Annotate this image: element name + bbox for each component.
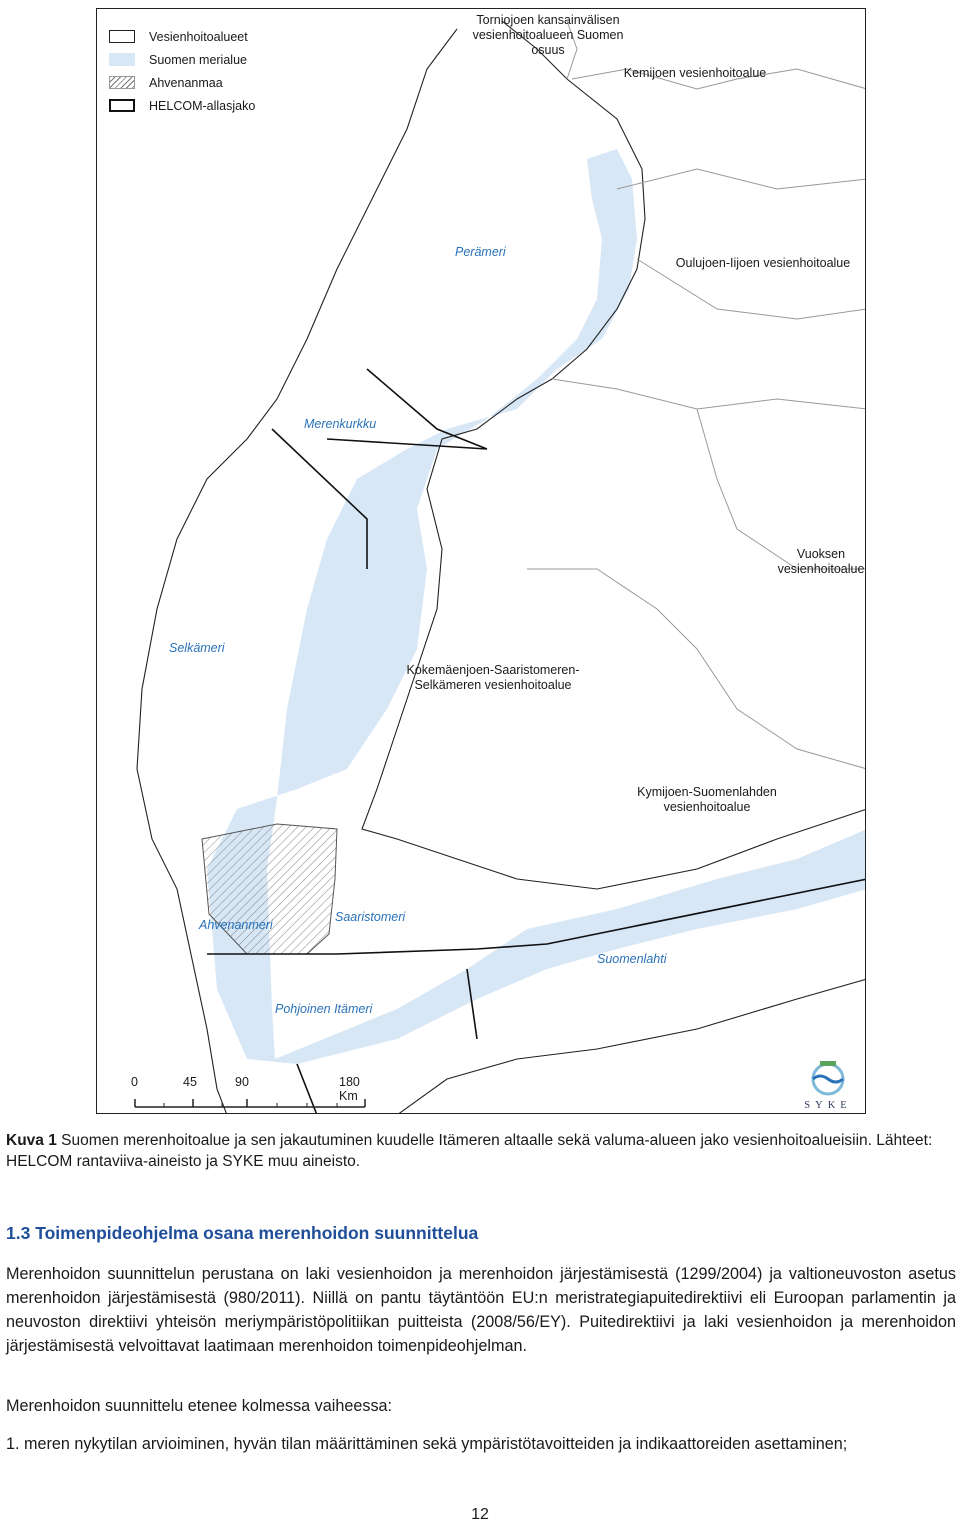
legend-item [109, 94, 255, 117]
legend-swatch-helcom [109, 99, 135, 112]
legend-item [109, 25, 255, 48]
syke-logo-text: SYKE [804, 1100, 852, 1111]
legend-swatch-sea [109, 53, 135, 66]
label-kvarken: Merenkurkku [304, 417, 377, 431]
label-gulf-of-finland: Suomenlahti [597, 952, 667, 966]
section-heading: 1.3 Toimenpideohjelma osana merenhoidon suunnittelua [6, 1223, 479, 1243]
figure-caption [6, 1130, 954, 1172]
label-archipelago-sea: Saaristomeri [335, 910, 406, 924]
list-item: 1. meren nykytilan arvioiminen, hyvän tilan määrittäminen sekä ympäristötavoitteiden ja indikaattoreiden asettaminen; [6, 1435, 848, 1453]
label-vuoksi-area: Vuoksen vesienhoitoalue [777, 547, 865, 576]
label-northern-baltic: Pohjoinen Itämeri [275, 1002, 373, 1016]
label-aland-sea: Ahvenanmeri [199, 918, 273, 932]
label-kemi-area: Kemijoen vesienhoitoalue [623, 66, 767, 80]
syke-logo [794, 1059, 862, 1111]
scale-bar-graphic [127, 1075, 377, 1111]
map [96, 8, 866, 1114]
legend-label: Vesienhoitoalueet [149, 29, 248, 44]
legend-label: HELCOM-allasjako [149, 98, 256, 113]
water-area-borders [527, 21, 866, 769]
legend-swatch-water-areas [109, 30, 135, 43]
label-oulu-area: Oulujoen-Iijoen vesienhoitoalue [675, 256, 851, 270]
legend-item [109, 48, 255, 71]
scale-tick-label: 45 [183, 1075, 197, 1089]
legend-swatch-aland [109, 76, 135, 89]
map-graphic [97, 9, 866, 1114]
legend-label: Ahvenanmaa [149, 75, 223, 90]
page-number: 12 [471, 1506, 489, 1523]
paragraph: Merenhoidon suunnittelu etenee kolmessa vaiheessa: [6, 1397, 393, 1415]
legend-item [109, 71, 255, 94]
syke-logo-icon [794, 1059, 862, 1099]
map-legend [109, 25, 255, 117]
scale-tick-label: 0 [131, 1075, 138, 1089]
label-kokemaki-area: Kokemäenjoen-Saaristomeren-Selkämeren vesienhoitoalue [406, 663, 580, 692]
label-kymi-area: Kymijoen-Suomenlahden vesienhoitoalue [637, 785, 777, 814]
scale-bar [127, 1075, 377, 1111]
scale-tick-label: 90 [235, 1075, 249, 1089]
paragraph: Merenhoidon suunnittelun perustana on laki vesienhoidon ja merenhoidon järjestämisestä (1299/2004) ja valtioneuvoston asetus merenhoidon järjestämisestä (980/2011). Niillä on pantu täytäntöön EU:n meristrategiapuitedirektiivi eli Euroopan parlamentin ja neuvoston direktiivi yhteisön meriympäristöpolitiikan puitteista (2008/56/EY). Puitedirektiivi ja laki vesienhoidon ja merenhoidon järjestämisestä velvoittavat laatimaan merenhoidon toimenpideohjelman. [6, 1265, 956, 1355]
caption-text: Suomen merenhoitoalue ja sen jakautuminen kuudelle Itämeren altaalle sekä valuma-alueen jako vesienhoitoalueisiin. Lähteet: HELCOM rantaviiva-aineisto ja SYKE muu aineisto. [6, 1132, 933, 1170]
legend-label: Suomen merialue [149, 52, 247, 67]
label-tornio-area: Torniojoen kansainvälisen vesienhoitoalueen Suomen osuus [472, 13, 624, 57]
label-bothnian-bay: Perämeri [455, 245, 506, 259]
caption-label: Kuva 1 [6, 1132, 57, 1149]
scale-tick-label: 180 Km [339, 1075, 360, 1103]
label-bothnian-sea: Selkämeri [169, 641, 225, 655]
